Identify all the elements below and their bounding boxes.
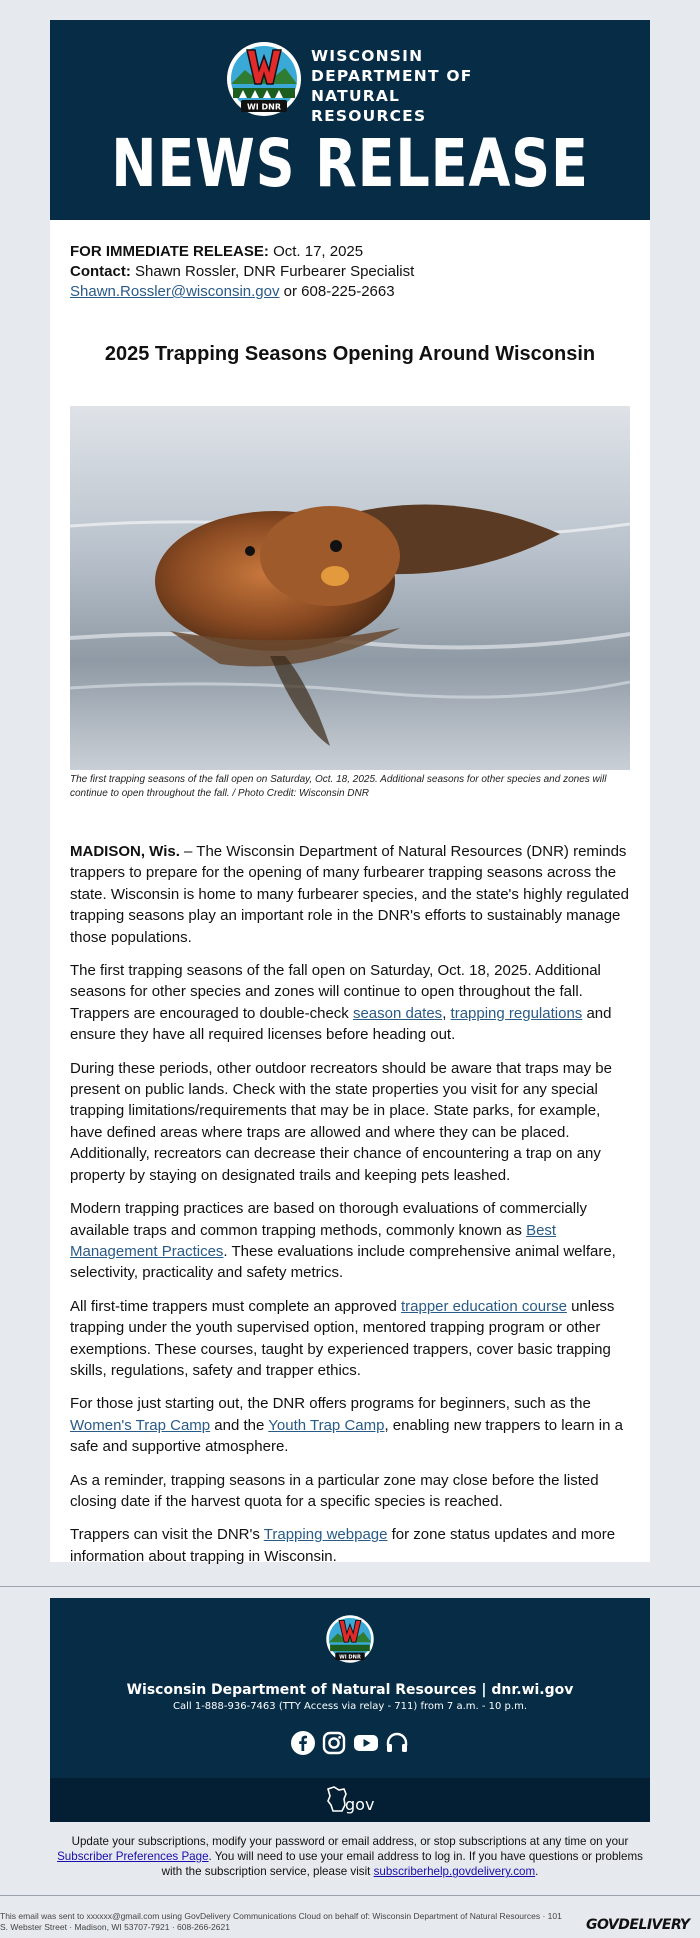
- subscription-text-c: .: [535, 1865, 539, 1879]
- org-wordmark: [311, 46, 485, 126]
- dnr-badge-icon: [225, 40, 303, 118]
- subscription-notice: [55, 1834, 645, 1880]
- youth-trap-camp-link[interactable]: Youth Trap Camp: [268, 1416, 385, 1434]
- article-title: 2025 Trapping Seasons Opening Around Wisconsin: [104, 343, 596, 365]
- svg-text:WI DNR: WI DNR: [246, 102, 282, 112]
- paragraph-5: [70, 1296, 630, 1382]
- trapping-regulations-link[interactable]: trapping regulations: [450, 1004, 583, 1022]
- contact-label: Contact:: [70, 263, 131, 280]
- or-text: or: [283, 283, 297, 300]
- podcast-icon[interactable]: [384, 1730, 410, 1756]
- footer-phone-line: Call 1-888-936-7463 (TTY Access via relay - 711) from 7 a.m. - 10 p.m.: [172, 1701, 527, 1712]
- paragraph-5-text-a: All first-time trappers must complete an approved: [70, 1297, 401, 1315]
- org-line-1: WISCONSIN: [311, 47, 424, 65]
- paragraph-3: During these periods, other outdoor recreators should be aware that traps may be present on public lands. Check with the state properties you visit for any special trapping limitations/requirements that may be in place. State parks, for example, have defined areas where traps are allowed and where they can be placed. Additionally, recreators can decrease their chance of encountering a trap on any property by staying on designated trails and keeping pets leashed.: [70, 1059, 612, 1184]
- contact-email-link[interactable]: Shawn.Rossler@wisconsin.gov: [70, 283, 280, 300]
- article-body: [50, 220, 650, 1565]
- paragraph-5-text-b: unless trapping under the youth supervised option, mentored trapping program or other exemptions. These courses, taught by experienced trappers, cover basic trapping skills, regulations, safety and trapper ethics.: [70, 1297, 615, 1379]
- org-line-3: NATURAL RESOURCES: [311, 87, 427, 125]
- subscriber-preferences-link[interactable]: Subscriber Preferences Page: [57, 1850, 209, 1864]
- paragraph-8: [70, 1524, 630, 1567]
- instagram-icon[interactable]: [321, 1730, 347, 1756]
- paragraph-4-text-a: Modern trapping practices are based on thorough evaluations of commercially available traps and common trapping methods, commonly known as: [70, 1200, 587, 1239]
- dateline: MADISON, Wis.: [70, 843, 180, 860]
- paragraph-7: As a reminder, trapping seasons in a particular zone may close before the listed closing date if the harvest quota for a specific species is reached.: [70, 1471, 599, 1510]
- paragraph-2-text-b: ,: [442, 1004, 451, 1022]
- legal-divider: [0, 1895, 700, 1896]
- paragraph-6-text-b: and the: [210, 1416, 269, 1434]
- subscriber-help-link[interactable]: subscriberhelp.govdelivery.com: [373, 1865, 536, 1879]
- contact-phone: 608-225-2663: [301, 283, 395, 300]
- paragraph-4-text-b: . These evaluations include comprehensive animal welfare, selectivity, practicality and safety metrics.: [70, 1242, 616, 1282]
- govdelivery-logo[interactable]: GOVDELIVERY: [586, 1917, 690, 1933]
- subscription-text-a: Update your subscriptions, modify your password or email address, or stop subscriptions at any time on your: [71, 1835, 629, 1848]
- release-date: Oct. 17, 2025: [273, 243, 364, 260]
- header-banner: [50, 20, 650, 220]
- org-line-2: DEPARTMENT OF: [311, 67, 473, 85]
- subscription-text-b: . You will need to use your email address to log in. If you have questions or problems with the subscription service, please visit: [161, 1850, 643, 1879]
- dnr-logo[interactable]: [225, 40, 485, 125]
- svg-text:WI DNR: WI DNR: [339, 1654, 361, 1661]
- immediate-label: FOR IMMEDIATE RELEASE:: [70, 243, 269, 260]
- paragraph-2-text-c: and ensure they have all required licenses before heading out.: [70, 1004, 612, 1044]
- wi-gov-band: [50, 1778, 650, 1822]
- social-links: [290, 1730, 410, 1758]
- legal-footer-text: This email was sent to xxxxxx@gmail.com using GovDelivery Communications Cloud on behalf of: Wisconsin Department of Natural Resources · 101 S. Webster Street · Madison, WI 53707-7921 · 608-266-2621: [0, 1911, 562, 1932]
- season-dates-link[interactable]: season dates: [352, 1004, 443, 1022]
- page-title: NEWS RELEASE: [111, 125, 589, 202]
- best-management-practices-link[interactable]: Best Management Practices: [70, 1221, 557, 1260]
- muskrat-photo: [70, 406, 630, 770]
- wi-gov-logo[interactable]: [325, 1785, 377, 1815]
- contact-name: Shawn Rossler, DNR Furbearer Specialist: [135, 263, 415, 280]
- footer-divider: [0, 1586, 700, 1587]
- paragraph-8-text-a: Trappers can visit the DNR's: [70, 1526, 264, 1544]
- facebook-icon[interactable]: [290, 1730, 316, 1756]
- paragraph-1: [70, 841, 630, 948]
- release-meta: [70, 242, 630, 302]
- gov-label: gov: [345, 1795, 375, 1814]
- paragraph-2-text-a: The first trapping seasons of the fall open on Saturday, Oct. 18, 2025. Additional seasons for other species and zones will continue to open throughout the fall. Trappers are encouraged to double-check: [70, 962, 601, 1022]
- paragraph-6-text-c: , enabling new trappers to learn in a safe and supportive atmosphere.: [70, 1416, 623, 1456]
- footer-banner: [50, 1598, 650, 1822]
- paragraph-6: [70, 1393, 630, 1457]
- youtube-icon[interactable]: [353, 1730, 379, 1756]
- paragraph-8-text-b: for zone status updates and more information about trapping in Wisconsin.: [70, 1526, 616, 1565]
- photo-caption: The first trapping seasons of the fall open on Saturday, Oct. 18, 2025. Additional seasons for other species and zones will continue to open throughout the fall. / Photo Credit: Wisconsin DNR: [70, 774, 607, 799]
- paragraph-6-text-a: For those just starting out, the DNR offers programs for beginners, such as the: [70, 1395, 591, 1413]
- womens-trap-camp-link[interactable]: Women's Trap Camp: [70, 1416, 211, 1434]
- paragraph-1-text: – The Wisconsin Department of Natural Resources (DNR) reminds trappers to prepare for the opening of many furbearer trapping seasons across the state. Wisconsin is home to many furbearer species, and the state's highly regulated trapping seasons play an important role in the DNR's efforts to sustainably manage those populations.: [70, 843, 629, 946]
- paragraph-4: [70, 1198, 630, 1284]
- footer-org-name: Wisconsin Department of Natural Resources | dnr.wi.gov: [126, 1682, 574, 1698]
- footer-dnr-badge-icon[interactable]: [325, 1614, 375, 1664]
- trapping-webpage-link[interactable]: Trapping webpage: [263, 1526, 388, 1544]
- paragraph-2: [70, 960, 630, 1046]
- trapper-education-link[interactable]: trapper education course: [400, 1297, 567, 1315]
- news-release-card: [50, 20, 650, 1565]
